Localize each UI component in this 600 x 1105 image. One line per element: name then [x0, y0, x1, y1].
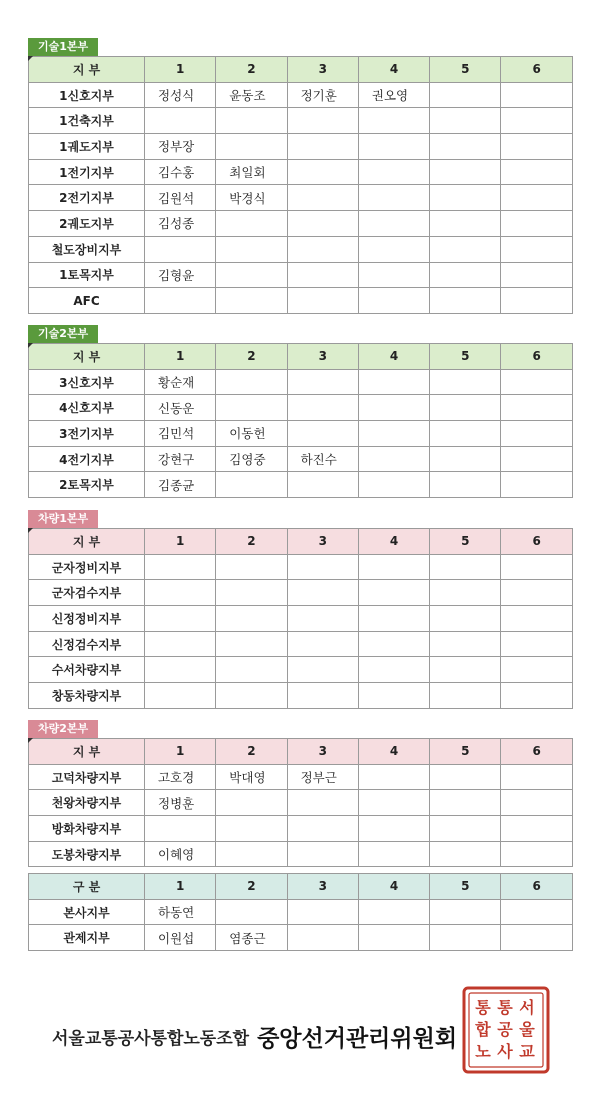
member-cell	[216, 790, 287, 816]
member-cell	[501, 657, 572, 683]
member-cell: 황순재	[145, 369, 216, 395]
member-cell	[430, 816, 501, 842]
table-row	[29, 134, 573, 160]
header-col: 4	[358, 57, 429, 83]
header-col: 4	[358, 739, 429, 765]
member-cell: 권오영	[358, 82, 429, 108]
member-cell	[430, 472, 501, 498]
table-row	[29, 395, 573, 421]
header-col: 5	[430, 739, 501, 765]
branch-name: 1신호지부	[29, 82, 145, 108]
svg-text:울: 울	[519, 1020, 535, 1039]
table-row	[29, 262, 573, 288]
member-cell	[501, 631, 572, 657]
member-cell	[358, 764, 429, 790]
member-cell	[430, 657, 501, 683]
member-cell	[216, 606, 287, 632]
header-col: 6	[501, 57, 572, 83]
member-cell: 하동연	[145, 899, 216, 925]
header-col: 6	[501, 874, 572, 900]
member-cell	[358, 236, 429, 262]
table-row	[29, 631, 573, 657]
section-tech2	[28, 322, 572, 498]
member-cell	[430, 369, 501, 395]
member-cell	[358, 108, 429, 134]
member-cell	[216, 211, 287, 237]
branch-name: 군자검수지부	[29, 580, 145, 606]
member-cell	[430, 580, 501, 606]
section-tech1	[28, 35, 572, 314]
header-col: 2	[216, 344, 287, 370]
member-cell	[430, 899, 501, 925]
member-cell	[501, 446, 572, 472]
member-cell	[501, 159, 572, 185]
svg-text:통: 통	[475, 998, 491, 1017]
table-row	[29, 683, 573, 709]
member-cell	[358, 899, 429, 925]
member-cell	[430, 764, 501, 790]
footer	[52, 1016, 457, 1056]
member-cell	[358, 580, 429, 606]
branch-name: 천왕차량지부	[29, 790, 145, 816]
member-cell	[430, 631, 501, 657]
member-cell	[430, 790, 501, 816]
header-col: 6	[501, 344, 572, 370]
section-tag: 차량1본부	[28, 510, 98, 528]
member-cell: 정성식	[145, 82, 216, 108]
member-cell	[287, 262, 358, 288]
header-col: 5	[430, 344, 501, 370]
header-col: 3	[287, 344, 358, 370]
branch-name: 4전기지부	[29, 446, 145, 472]
table-row	[29, 764, 573, 790]
member-cell: 염종근	[216, 925, 287, 951]
member-cell	[430, 446, 501, 472]
member-cell	[287, 288, 358, 314]
member-cell	[430, 925, 501, 951]
member-cell	[287, 554, 358, 580]
branch-name: 1토목지부	[29, 262, 145, 288]
table-row	[29, 108, 573, 134]
member-cell	[287, 925, 358, 951]
member-cell: 김성종	[145, 211, 216, 237]
header-label: 지 부	[29, 344, 145, 370]
branch-table	[28, 528, 573, 709]
member-cell: 김수홍	[145, 159, 216, 185]
branch-name: 본사지부	[29, 899, 145, 925]
member-cell	[501, 108, 572, 134]
member-cell	[216, 472, 287, 498]
member-cell: 이원섭	[145, 925, 216, 951]
member-cell	[358, 631, 429, 657]
header-col: 3	[287, 739, 358, 765]
member-cell	[501, 790, 572, 816]
header-col: 6	[501, 529, 572, 555]
member-cell: 이동헌	[216, 421, 287, 447]
member-cell: 김형윤	[145, 262, 216, 288]
header-col: 3	[287, 57, 358, 83]
branch-name: 2전기지부	[29, 185, 145, 211]
member-cell	[358, 446, 429, 472]
union-name: 서울교통공사통합노동조합	[52, 1028, 250, 1049]
member-cell	[287, 899, 358, 925]
member-cell	[501, 764, 572, 790]
member-cell	[430, 134, 501, 160]
header-col: 1	[145, 57, 216, 83]
table-row	[29, 841, 573, 867]
branch-name: 수서차량지부	[29, 657, 145, 683]
member-cell	[145, 580, 216, 606]
member-cell: 고호경	[145, 764, 216, 790]
committee-seal-icon	[461, 985, 551, 1075]
member-cell: 정부장	[145, 134, 216, 160]
member-cell	[287, 211, 358, 237]
branch-name: 1건축지부	[29, 108, 145, 134]
section-vehicle1	[28, 507, 572, 709]
branch-table	[28, 56, 573, 314]
header-label: 지 부	[29, 529, 145, 555]
member-cell	[287, 185, 358, 211]
member-cell	[358, 159, 429, 185]
member-cell	[501, 421, 572, 447]
table-row	[29, 580, 573, 606]
member-cell	[430, 185, 501, 211]
header-col: 5	[430, 874, 501, 900]
member-cell	[358, 683, 429, 709]
member-cell	[145, 606, 216, 632]
member-cell	[287, 395, 358, 421]
table-header-row	[29, 344, 573, 370]
svg-text:공: 공	[497, 1020, 513, 1039]
member-cell: 김원석	[145, 185, 216, 211]
member-cell	[430, 683, 501, 709]
member-cell	[430, 421, 501, 447]
member-cell	[501, 554, 572, 580]
branch-name: 2토목지부	[29, 472, 145, 498]
header-label: 지 부	[29, 739, 145, 765]
member-cell: 정부근	[287, 764, 358, 790]
member-cell	[216, 683, 287, 709]
header-col: 2	[216, 874, 287, 900]
table-row	[29, 657, 573, 683]
member-cell	[287, 606, 358, 632]
member-cell	[216, 554, 287, 580]
branch-name: 신정정비지부	[29, 606, 145, 632]
branch-name: 철도장비지부	[29, 236, 145, 262]
header-col: 5	[430, 529, 501, 555]
member-cell: 박경식	[216, 185, 287, 211]
member-cell: 김종균	[145, 472, 216, 498]
svg-text:서: 서	[519, 998, 535, 1017]
table-row	[29, 790, 573, 816]
header-label: 구 분	[29, 874, 145, 900]
header-col: 1	[145, 739, 216, 765]
table-row	[29, 288, 573, 314]
table-row	[29, 236, 573, 262]
member-cell	[145, 288, 216, 314]
branch-name: 4신호지부	[29, 395, 145, 421]
header-col: 1	[145, 529, 216, 555]
member-cell	[430, 554, 501, 580]
member-cell	[430, 82, 501, 108]
branch-name: 3전기지부	[29, 421, 145, 447]
member-cell	[501, 288, 572, 314]
member-cell: 김영중	[216, 446, 287, 472]
header-col: 4	[358, 529, 429, 555]
member-cell	[358, 421, 429, 447]
member-cell	[287, 472, 358, 498]
branch-name: 관제지부	[29, 925, 145, 951]
svg-text:교: 교	[519, 1042, 535, 1061]
member-cell: 윤동조	[216, 82, 287, 108]
member-cell	[287, 790, 358, 816]
section-vehicle2	[28, 717, 572, 867]
table-row	[29, 446, 573, 472]
member-cell: 강현구	[145, 446, 216, 472]
member-cell	[216, 369, 287, 395]
branch-name: 창동차량지부	[29, 683, 145, 709]
member-cell	[358, 262, 429, 288]
member-cell: 하진수	[287, 446, 358, 472]
table-row	[29, 82, 573, 108]
branch-name: 1전기지부	[29, 159, 145, 185]
header-col: 3	[287, 874, 358, 900]
member-cell	[287, 841, 358, 867]
member-cell	[501, 134, 572, 160]
header-label: 지 부	[29, 57, 145, 83]
member-cell: 이혜영	[145, 841, 216, 867]
member-cell	[501, 899, 572, 925]
section-misc	[28, 873, 572, 951]
header-col: 3	[287, 529, 358, 555]
member-cell	[287, 580, 358, 606]
section-tag: 기술2본부	[28, 325, 98, 343]
member-cell	[145, 631, 216, 657]
table-row	[29, 606, 573, 632]
member-cell	[501, 606, 572, 632]
branch-name: 고덕차량지부	[29, 764, 145, 790]
member-cell	[287, 369, 358, 395]
member-cell	[145, 816, 216, 842]
member-cell	[287, 421, 358, 447]
member-cell	[430, 395, 501, 421]
svg-text:합: 합	[475, 1020, 491, 1039]
member-cell	[430, 606, 501, 632]
member-cell	[145, 683, 216, 709]
header-col: 5	[430, 57, 501, 83]
member-cell: 박대영	[216, 764, 287, 790]
member-cell	[145, 554, 216, 580]
table-row	[29, 925, 573, 951]
member-cell	[430, 288, 501, 314]
branch-name: 3신호지부	[29, 369, 145, 395]
member-cell	[358, 288, 429, 314]
table-row	[29, 816, 573, 842]
member-cell	[216, 262, 287, 288]
member-cell	[501, 925, 572, 951]
member-cell	[287, 159, 358, 185]
member-cell	[216, 816, 287, 842]
header-col: 1	[145, 344, 216, 370]
member-cell	[501, 185, 572, 211]
member-cell: 정병훈	[145, 790, 216, 816]
member-cell	[501, 580, 572, 606]
member-cell	[501, 816, 572, 842]
header-col: 2	[216, 739, 287, 765]
table-header-row	[29, 874, 573, 900]
header-col: 4	[358, 874, 429, 900]
member-cell	[216, 134, 287, 160]
table-header-row	[29, 57, 573, 83]
member-cell	[287, 134, 358, 160]
member-cell: 최일회	[216, 159, 287, 185]
section-tag: 차량2본부	[28, 720, 98, 738]
branch-table	[28, 343, 573, 498]
member-cell	[501, 472, 572, 498]
member-cell	[501, 683, 572, 709]
table-row	[29, 554, 573, 580]
member-cell	[145, 236, 216, 262]
member-cell	[216, 657, 287, 683]
member-cell	[501, 262, 572, 288]
table-row	[29, 211, 573, 237]
member-cell	[287, 657, 358, 683]
member-cell	[145, 108, 216, 134]
branch-name: 신정검수지부	[29, 631, 145, 657]
table-row	[29, 185, 573, 211]
member-cell	[287, 683, 358, 709]
member-cell	[358, 211, 429, 237]
branch-name: 2궤도지부	[29, 211, 145, 237]
member-cell	[287, 816, 358, 842]
header-col: 6	[501, 739, 572, 765]
member-cell	[287, 236, 358, 262]
svg-text:사: 사	[497, 1042, 513, 1061]
member-cell	[501, 211, 572, 237]
member-cell	[358, 185, 429, 211]
member-cell	[430, 262, 501, 288]
member-cell	[358, 395, 429, 421]
table-row	[29, 472, 573, 498]
table-row	[29, 899, 573, 925]
member-cell	[216, 631, 287, 657]
member-cell	[358, 657, 429, 683]
branch-table	[28, 873, 573, 951]
member-cell	[216, 841, 287, 867]
member-cell	[145, 657, 216, 683]
branch-name: 군자정비지부	[29, 554, 145, 580]
branch-name: 1궤도지부	[29, 134, 145, 160]
member-cell	[216, 288, 287, 314]
member-cell	[358, 134, 429, 160]
member-cell	[216, 395, 287, 421]
branch-name: 방화차량지부	[29, 816, 145, 842]
member-cell	[430, 236, 501, 262]
member-cell	[358, 472, 429, 498]
table-row	[29, 159, 573, 185]
member-cell	[430, 211, 501, 237]
member-cell	[358, 606, 429, 632]
table-row	[29, 369, 573, 395]
committee-name: 중앙선거관리위원회	[257, 1025, 458, 1052]
member-cell	[358, 790, 429, 816]
header-col: 4	[358, 344, 429, 370]
member-cell: 신동운	[145, 395, 216, 421]
section-tag: 기술1본부	[28, 38, 98, 56]
member-cell	[501, 236, 572, 262]
member-cell	[430, 159, 501, 185]
header-col: 2	[216, 57, 287, 83]
member-cell	[358, 369, 429, 395]
member-cell	[358, 841, 429, 867]
member-cell	[501, 369, 572, 395]
member-cell	[501, 841, 572, 867]
member-cell	[216, 899, 287, 925]
member-cell: 김민석	[145, 421, 216, 447]
header-col: 1	[145, 874, 216, 900]
svg-text:통: 통	[497, 998, 513, 1017]
branch-table	[28, 738, 573, 867]
table-row	[29, 421, 573, 447]
member-cell	[358, 554, 429, 580]
member-cell	[358, 925, 429, 951]
member-cell	[430, 841, 501, 867]
table-header-row	[29, 529, 573, 555]
table-header-row	[29, 739, 573, 765]
member-cell	[358, 816, 429, 842]
svg-text:노: 노	[475, 1042, 491, 1061]
member-cell: 정기훈	[287, 82, 358, 108]
branch-name: 도봉차량지부	[29, 841, 145, 867]
header-col: 2	[216, 529, 287, 555]
member-cell	[216, 236, 287, 262]
branch-name: AFC	[29, 288, 145, 314]
member-cell	[501, 395, 572, 421]
member-cell	[216, 108, 287, 134]
member-cell	[430, 108, 501, 134]
member-cell	[287, 631, 358, 657]
member-cell	[501, 82, 572, 108]
member-cell	[216, 580, 287, 606]
member-cell	[287, 108, 358, 134]
